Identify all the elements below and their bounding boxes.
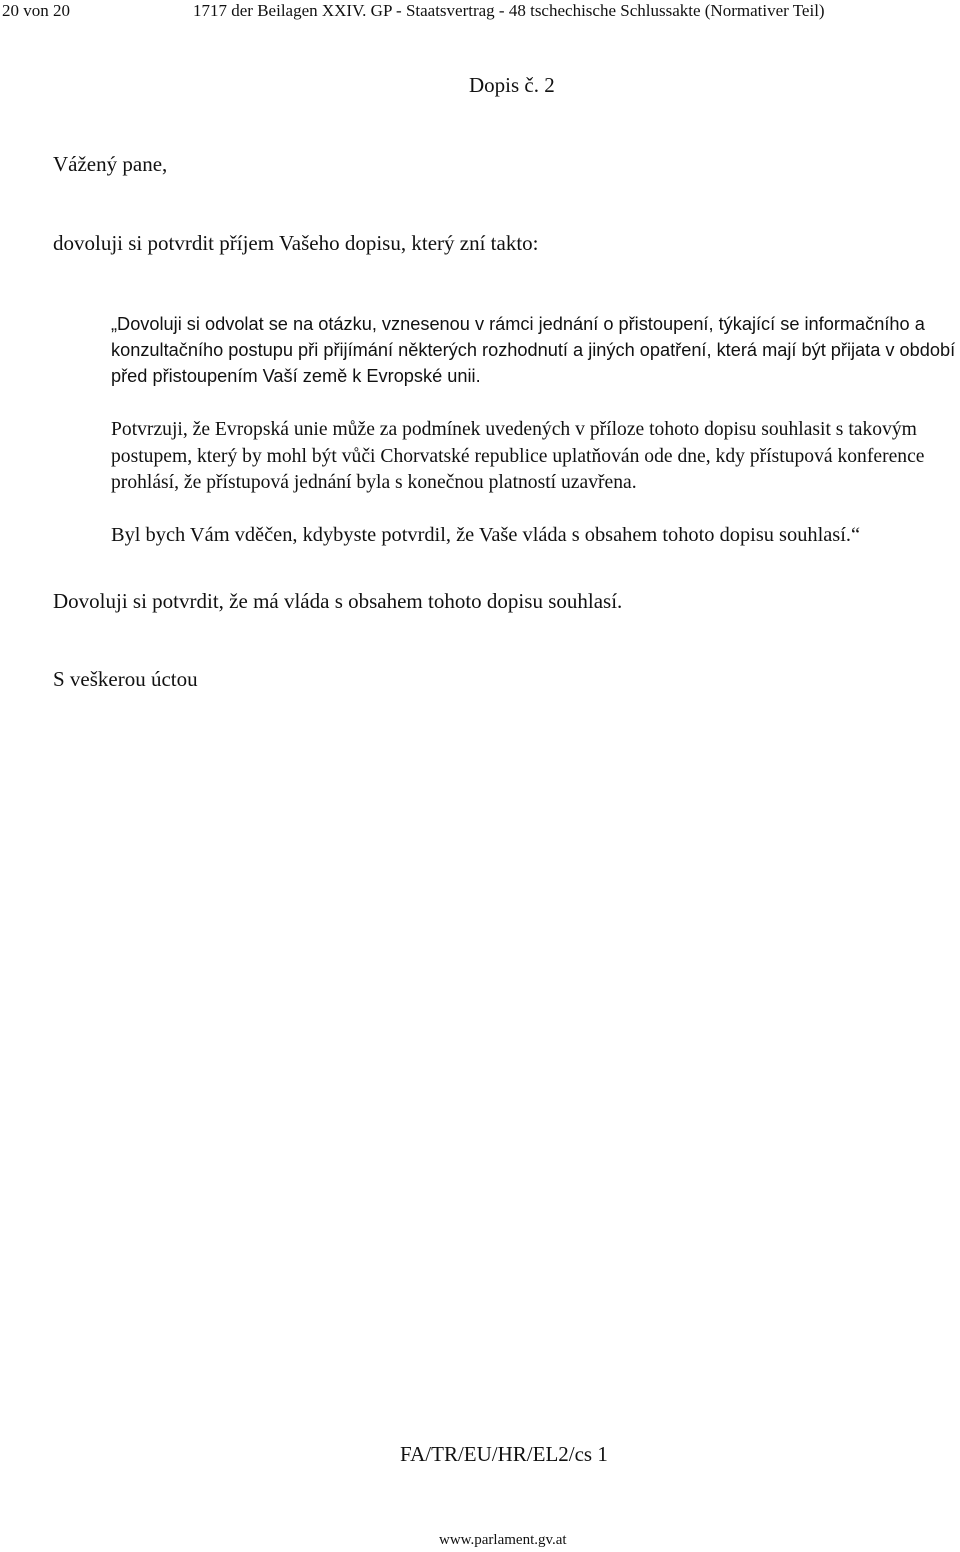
- quoted-paragraph-3: Byl bych Vám vděčen, kdybyste potvrdil, že Vaše vláda s obsahem tohoto dopisu souhlasí.“: [111, 524, 861, 546]
- quoted-paragraph-1: „Dovoluji si odvolat se na otázku, vznesenou v rámci jednání o přistoupení, týkající se informačního a konzultačního postupu při přijímání některých rozhodnutí a jiných opatření, která mají být přijata v období před přistoupením Vaší země k Evropské unii.: [111, 314, 956, 386]
- intro-paragraph: dovoluji si potvrdit příjem Vašeho dopisu, který zní takto:: [53, 231, 539, 255]
- quoted-paragraph-2: Potvrzuji, že Evropská unie může za podmínek uvedených v příloze tohoto dopisu souhlasit s takovým postupem, který by mohl být vůči Chorvatské republice uplatňován ode dne, kdy přístupová konference prohlásí, že přístupová jednání byla s konečnou platností uzavřena.: [111, 419, 925, 493]
- confirmation-paragraph: Dovoluji si potvrdit, že má vláda s obsahem tohoto dopisu souhlasí.: [53, 589, 623, 613]
- closing-line: S veškerou úctou: [53, 667, 198, 691]
- page-number: 20 von 20: [2, 1, 70, 20]
- salutation: Vážený pane,: [53, 152, 168, 176]
- document-reference: FA/TR/EU/HR/EL2/cs 1: [400, 1442, 608, 1466]
- footer-url[interactable]: www.parlament.gv.at: [439, 1532, 567, 1548]
- letter-number: Dopis č. 2: [469, 73, 555, 97]
- document-header-title: 1717 der Beilagen XXIV. GP - Staatsvertrag - 48 tschechische Schlussakte (Normativer Teil): [193, 1, 825, 20]
